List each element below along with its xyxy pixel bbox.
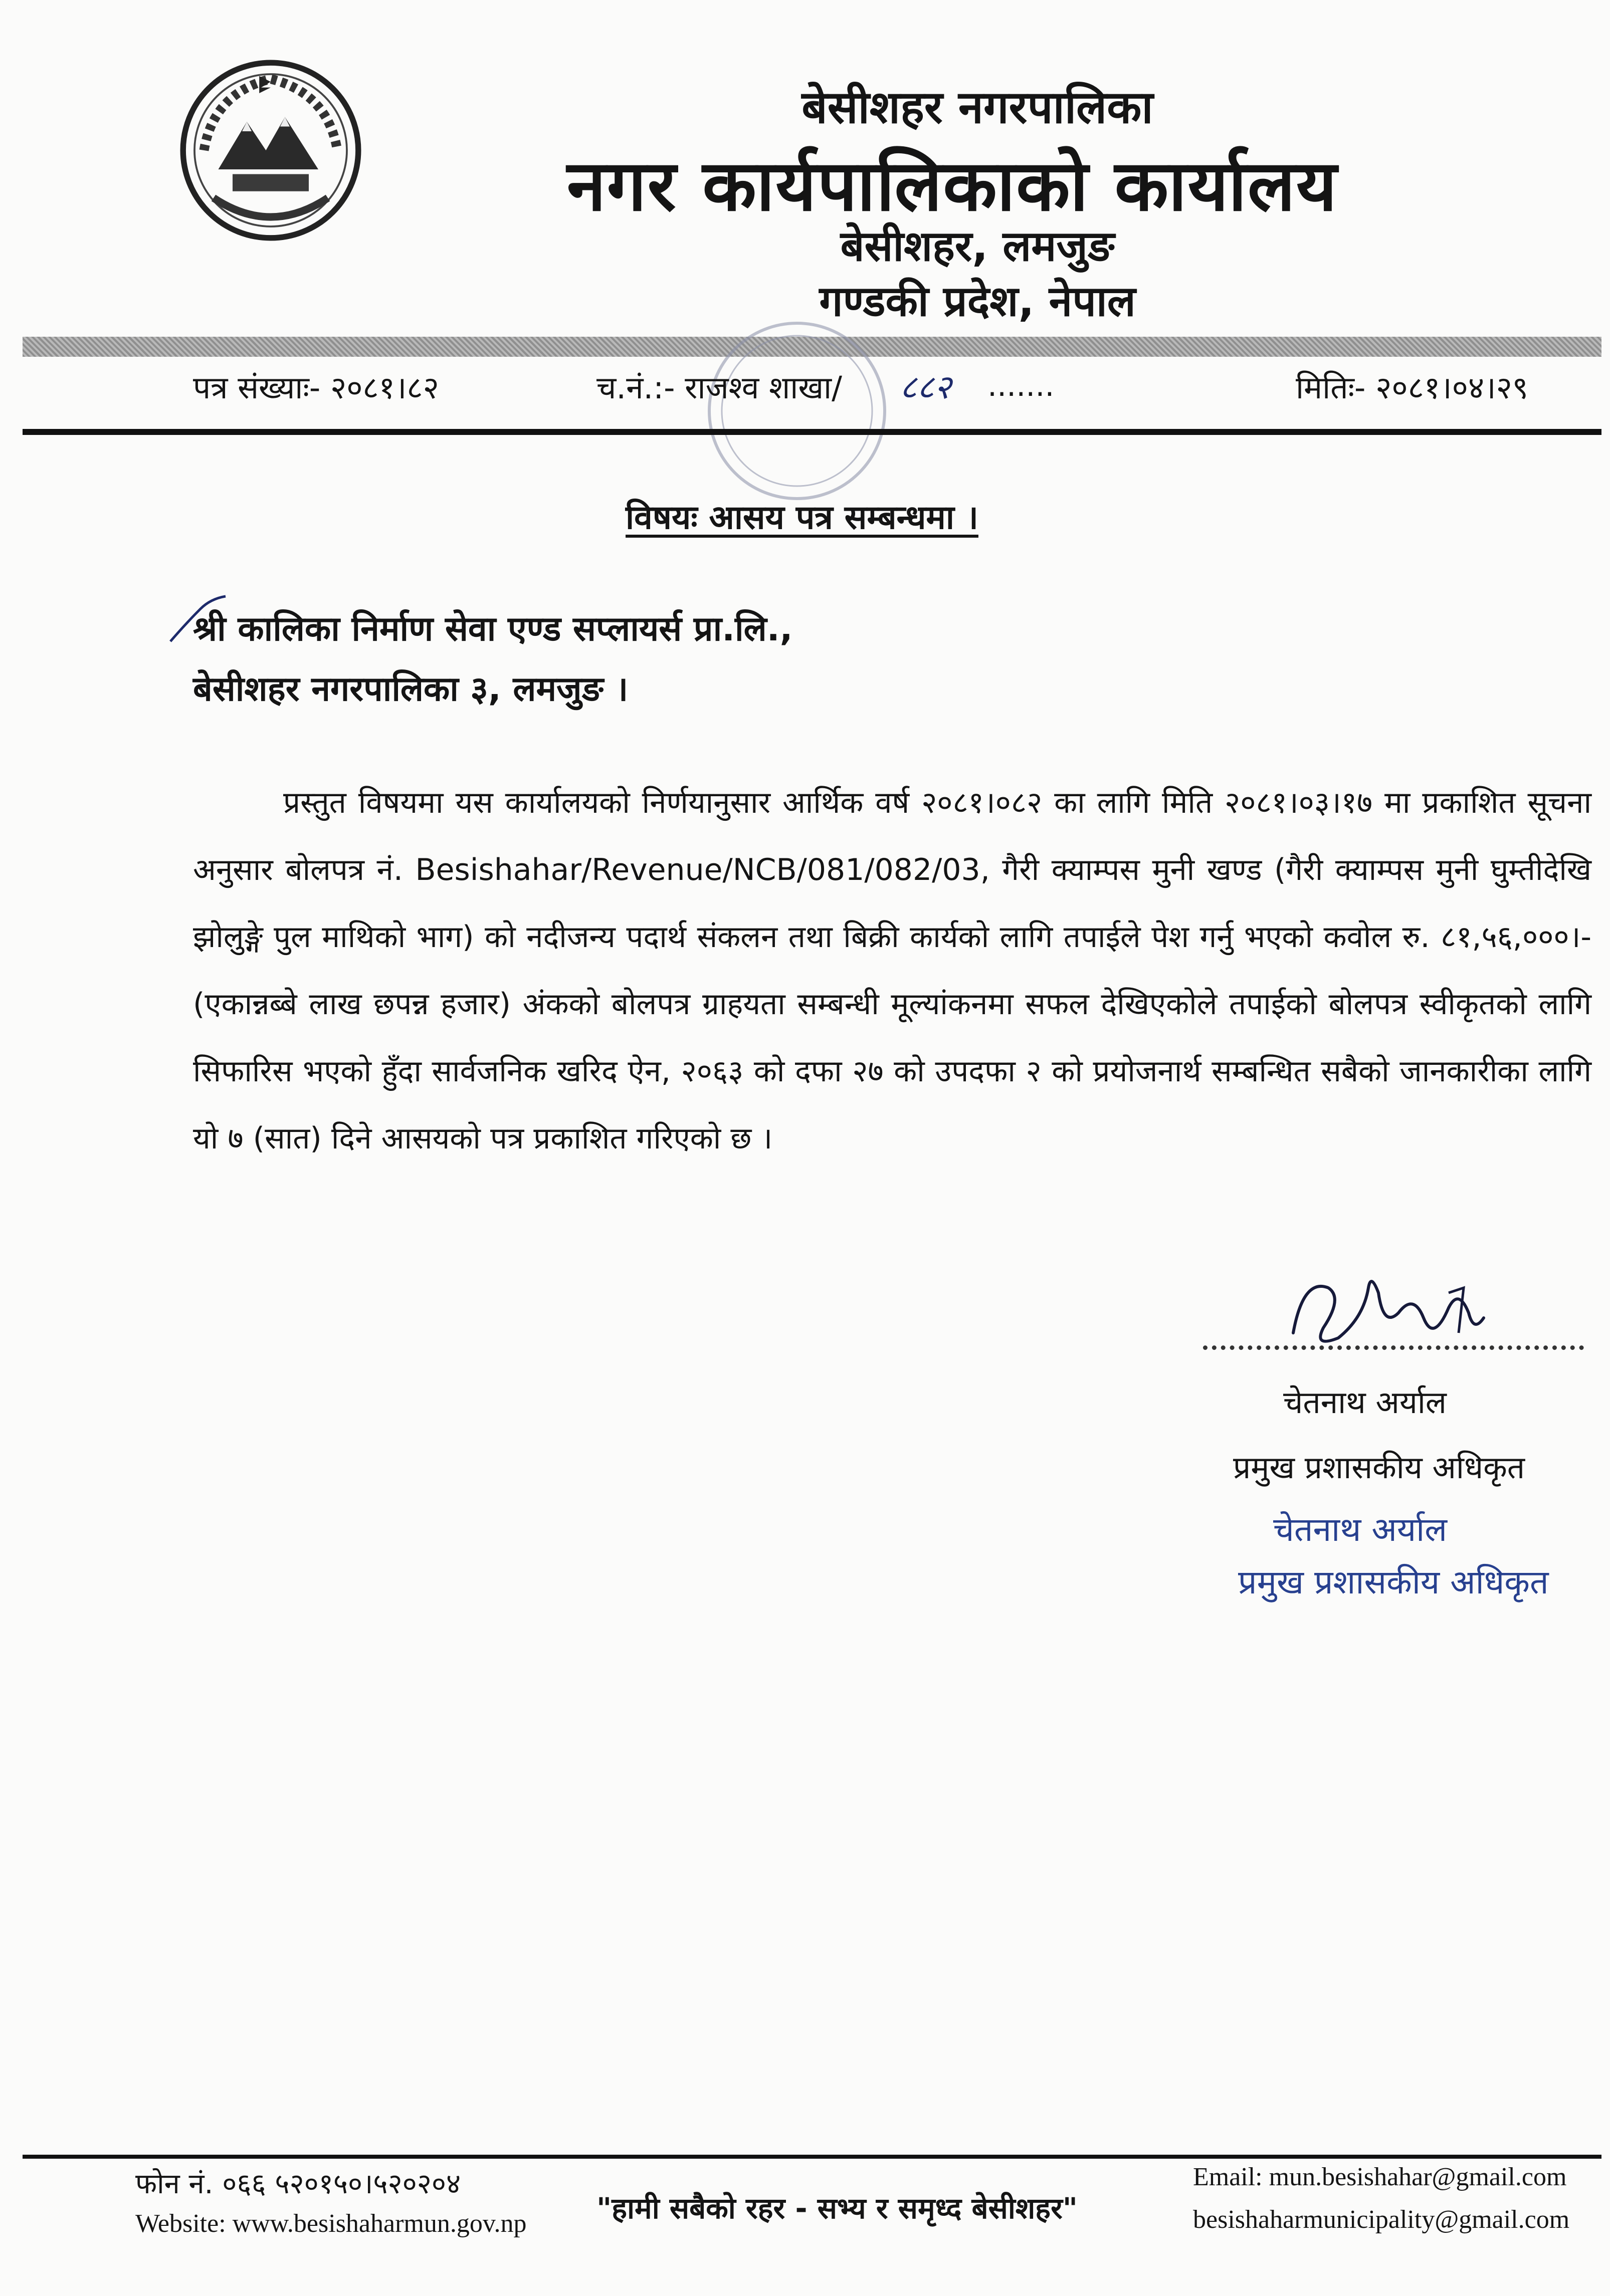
- nepal-government-emblem-icon: [175, 55, 366, 246]
- dispatch-dots: .......: [987, 368, 1055, 403]
- footer-email-primary: Email: mun.besishahar@gmail.com: [1193, 2163, 1567, 2191]
- signatory-title: प्रमुख प्रशासकीय अधिकृत: [1233, 1449, 1525, 1486]
- seal-name: चेतनाथ अर्याल: [1273, 1510, 1447, 1549]
- footer-phone: फोन नं. ०६६ ५२०१५०।५२०२०४: [135, 2168, 461, 2200]
- seal-title: प्रमुख प्रशासकीय अधिकृत: [1238, 1563, 1549, 1601]
- header-rule: [23, 429, 1601, 435]
- handwritten-signature-icon: [1283, 1258, 1494, 1368]
- footer-slogan: "हामी सबैको रहर - सभ्य र समृध्द बेसीशहर": [596, 2191, 1078, 2225]
- footer-rule: [23, 2155, 1601, 2159]
- dispatch-number: च.नं.:- राजश्व शाखा/: [596, 369, 842, 406]
- letter-number: पत्र संख्याः- २०८१।८२: [193, 369, 439, 406]
- addressee-address: बेसीशहर नगरपालिका ३, लमजुङ ।: [193, 669, 629, 709]
- letter-subject: विषयः आसय पत्र सम्बन्धमा ।: [626, 498, 978, 537]
- office-title: नगर कार्यपालिकाको कार्यालय: [566, 145, 1338, 227]
- addressee-name: श्री कालिका निर्माण सेवा एण्ड सप्लायर्स प्रा.लि.,: [193, 609, 793, 649]
- signatory-name: चेतनाथ अर्याल: [1283, 1384, 1447, 1421]
- letter-date: मितिः- २०८१।०४।२९: [1296, 369, 1529, 406]
- footer-email-secondary: besishaharmunicipality@gmail.com: [1193, 2205, 1570, 2234]
- letter-body: प्रस्तुत विषयमा यस कार्यालयको निर्णयानुसार आर्थिक वर्ष २०८१।०८२ का लागि मिति २०८१।०३।१७ मा प्रकाशित सूचना अनुसार बोलपत्र नं. Besishahar/Revenue/NCB/081/082/03, गैरी क्याम्पस मुनी खण्ड (गैरी क्याम्पस मुनी घुम्तीदेखि झोलुङ्गे पुल माथिको भाग) को नदीजन्य पदार्थ संकलन तथा बिक्री कार्यको लागि तपाईले पेश गर्नु भएको कवोल रु. ८१,५६,०००।- (एकान्नब्बे लाख छपन्न हजार) अंकको बोलपत्र ग्राहयता सम्बन्धी मूल्यांकनमा सफल देखिएकोले तपाईको बोलपत्र स्वीकृतको लागि सिफारिस भएको हुँदा सार्वजनिक खरिद ऐन, २०६३ को दफा २७ को उपदफा २ को प्रयोजनार्थ सम्बन्धित सबैको जानकारीका लागि यो ७ (सात) दिने आसयको पत्र प्रकाशित गरिएको छ ।: [193, 785, 1591, 1156]
- signature-line: [1203, 1345, 1584, 1350]
- footer-website: Website: www.besishaharmun.gov.np: [135, 2209, 527, 2238]
- dispatch-handwritten-number: ८८२: [900, 368, 951, 406]
- municipality-name: बेसीशहर नगरपालिका: [801, 81, 1153, 134]
- office-location: बेसीशहर, लमजुङ: [840, 221, 1115, 271]
- office-province: गण्डकी प्रदेश, नेपाल: [819, 277, 1136, 326]
